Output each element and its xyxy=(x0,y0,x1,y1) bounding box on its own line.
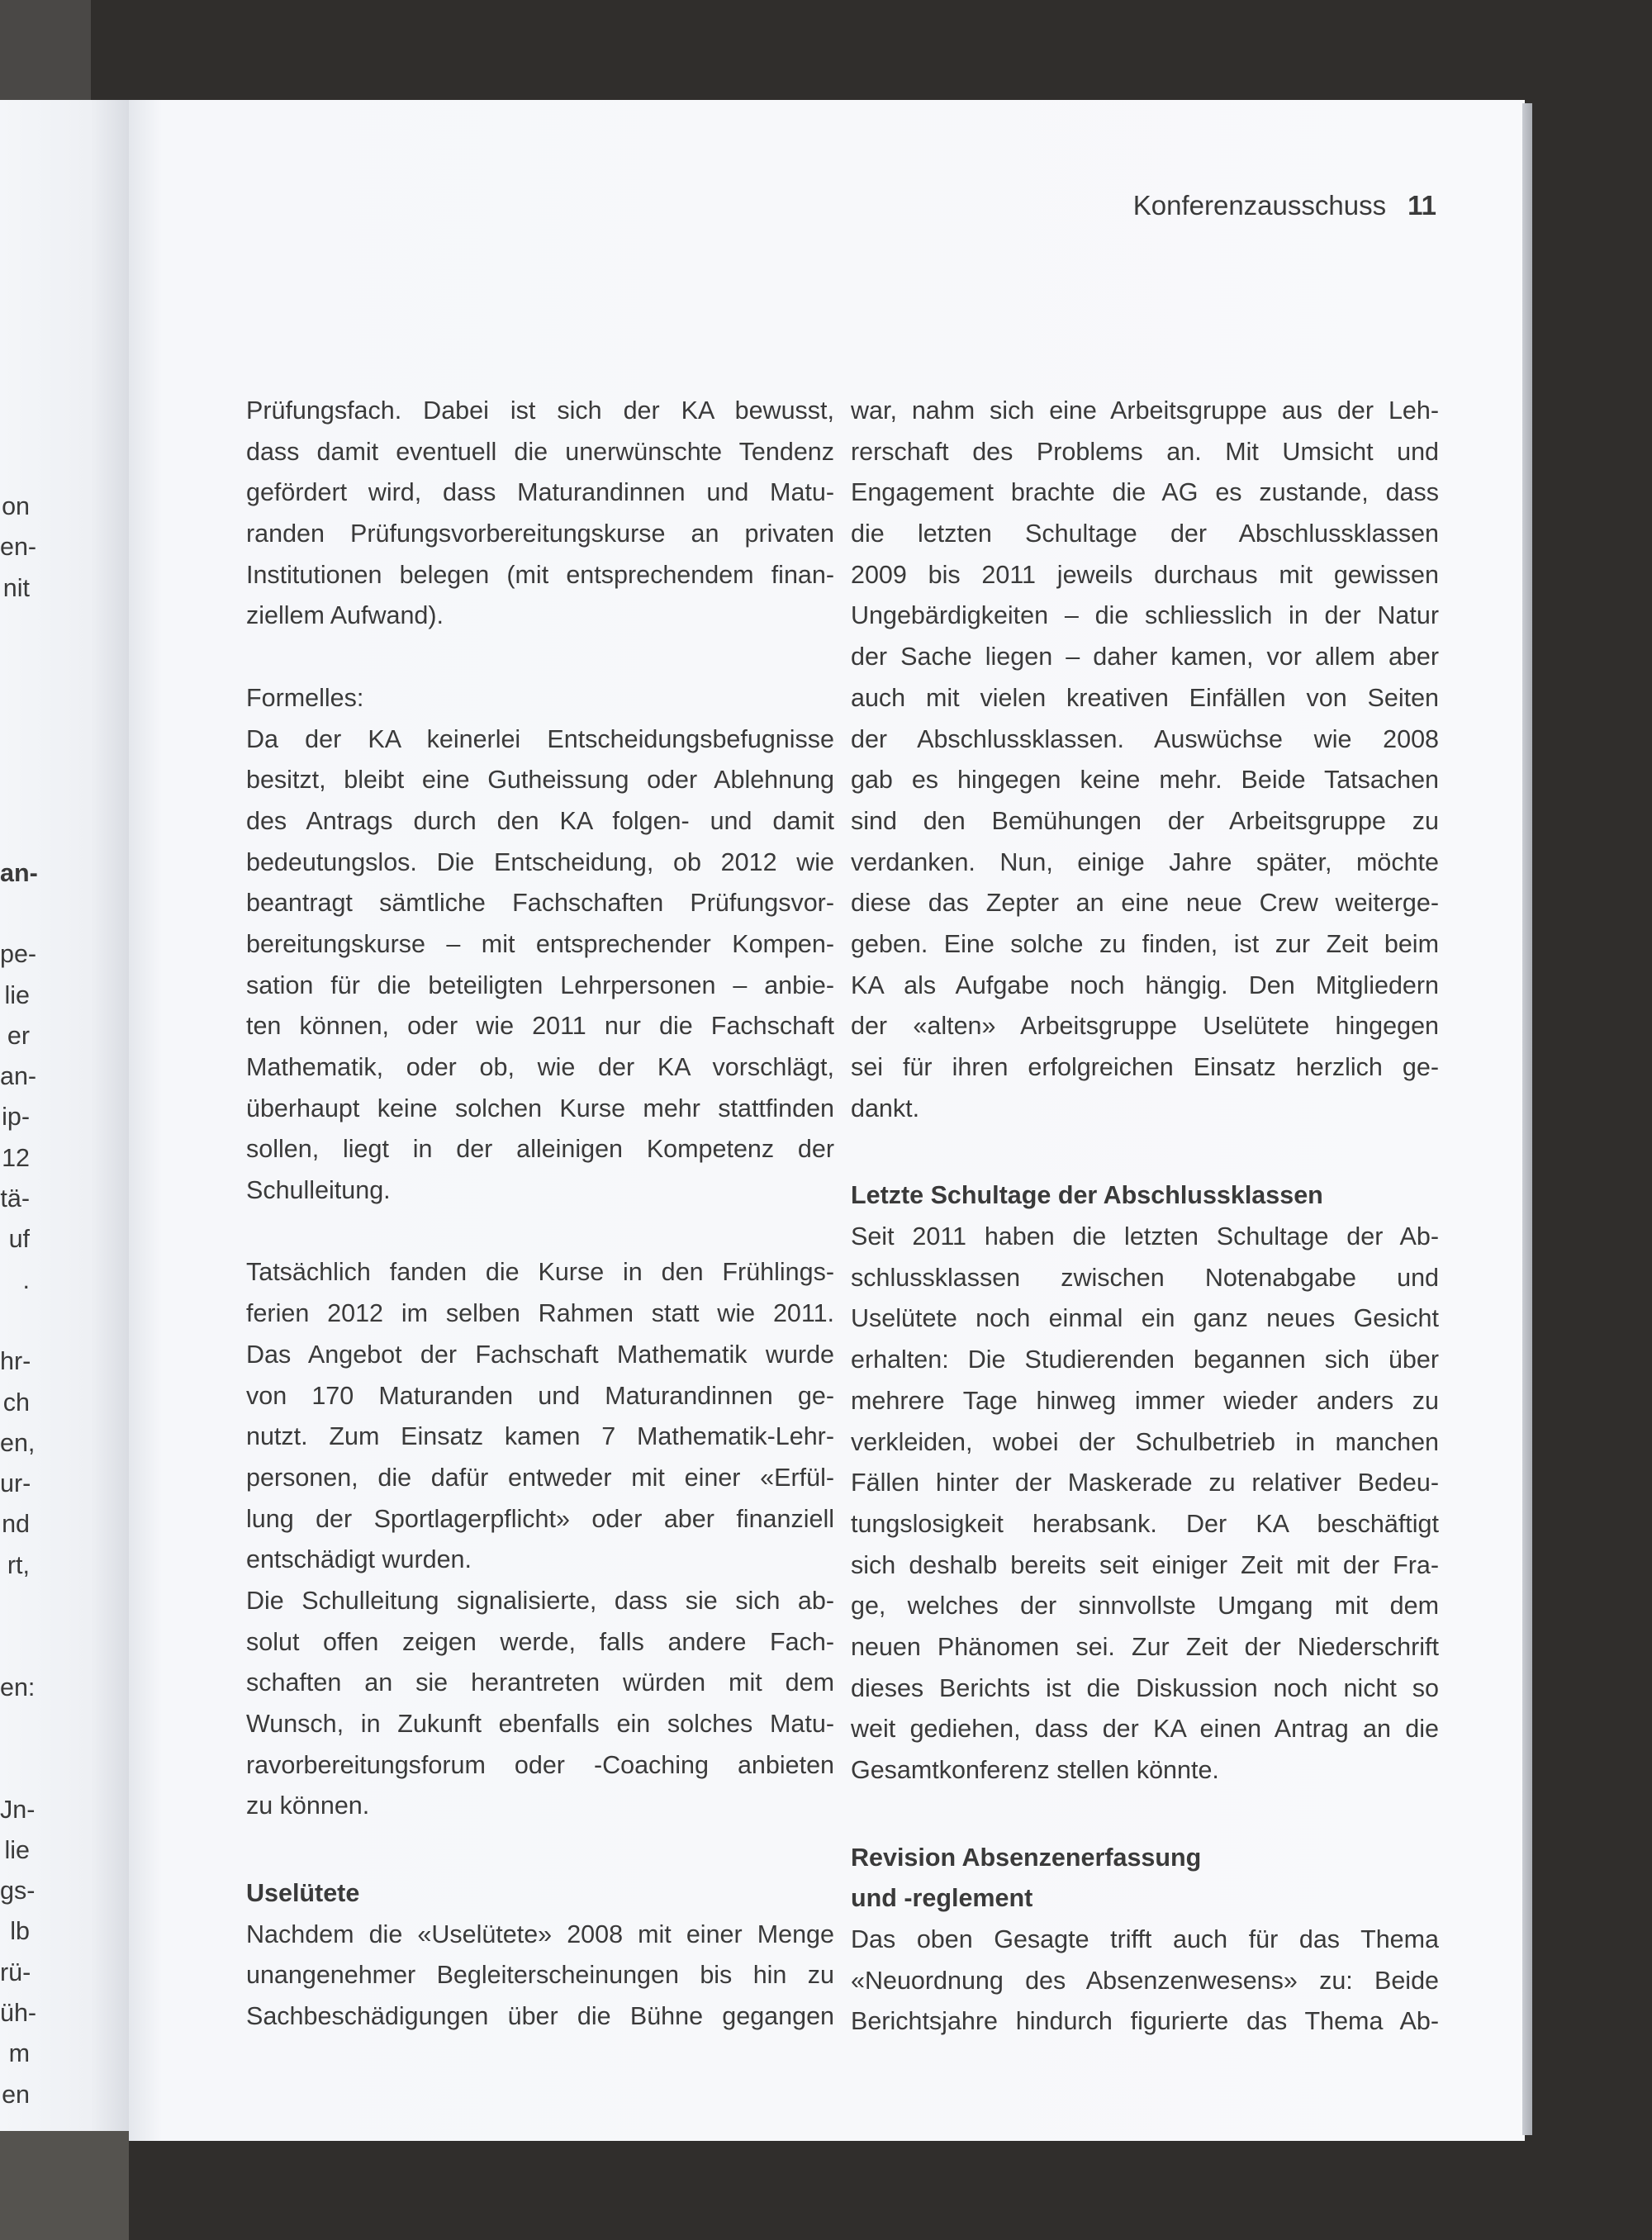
left-page-line-fragment xyxy=(0,1301,30,1341)
text-line: sei für ihren erfolgreichen Einsatz herzlich ge- xyxy=(851,1053,1439,1081)
left-page-line-fragment: en xyxy=(2,2080,30,2109)
text-line: Uselütete noch einmal ein ganz neues Gesicht xyxy=(851,1304,1439,1333)
text-line: randen Prüfungsvorbereitungskurse an privaten xyxy=(246,520,834,548)
scanner-background xyxy=(0,0,91,100)
text-line: ravorbereitungsforum oder -Coaching anbieten xyxy=(246,1750,834,1779)
text-line: Das Angebot der Fachschaft Mathematik wurde xyxy=(246,1340,834,1369)
text-line: Berichtsjahre hindurch figurierte das Thema Ab- xyxy=(851,2007,1439,2036)
text-line: dieses Berichts ist die Diskussion noch nicht so xyxy=(851,1673,1439,1702)
left-page-line-fragment: 12 xyxy=(2,1143,30,1172)
text-line: war, nahm sich eine Arbeitsgruppe aus der Leh- xyxy=(851,396,1439,425)
text-line: Seit 2011 haben die letzten Schultage der Ab- xyxy=(851,1222,1439,1251)
left-page-line-fragment: nit xyxy=(2,573,30,602)
left-page-line-fragment xyxy=(0,812,30,852)
right-text-column xyxy=(851,391,1439,2043)
text-line: beantragt sämtliche Fachschaften Prüfungsvor- xyxy=(246,889,834,918)
text-line: gefördert wird, dass Maturandinnen und Matu- xyxy=(246,478,834,507)
text-line: KA als Aufgabe noch hängig. Den Mitgliedern xyxy=(851,971,1439,999)
text-line: ten können, oder wie 2011 nur die Fachschaft xyxy=(246,1012,834,1041)
text-line: dankt. xyxy=(851,1094,920,1122)
text-line: nutzt. Zum Einsatz kamen 7 Mathematik-Lehr- xyxy=(246,1422,834,1451)
left-page-line-fragment: üh- xyxy=(0,1998,37,2027)
text-line: «Neuordnung des Absenzenwesens» zu: Beide xyxy=(851,1966,1439,1995)
text-line: schaften an sie herantreten würden mit dem xyxy=(246,1668,834,1697)
paragraph xyxy=(246,719,834,1212)
left-page-line-fragment xyxy=(0,609,30,649)
left-page-line-fragment: an- xyxy=(0,1062,37,1091)
scanner-background-corner xyxy=(0,2131,129,2240)
text-line: auch mit vielen kreativen Einfällen von Seiten xyxy=(851,683,1439,712)
text-line: Da der KA keinerlei Entscheidungsbefugnisse xyxy=(246,724,834,753)
left-page-line-fragment: en, xyxy=(0,1428,36,1457)
text-line: sich deshalb bereits seit einiger Zeit mit der Fra- xyxy=(851,1550,1439,1579)
page-edge xyxy=(1522,103,1532,2135)
text-line: dass damit eventuell die unerwünschte Tendenz xyxy=(246,437,834,466)
left-page-line-fragment: tä- xyxy=(0,1184,30,1213)
text-line: solut offen zeigen werde, falls andere Fach- xyxy=(246,1627,834,1656)
text-line: unangenehmer Begleiterscheinungen bis hin zu xyxy=(246,1961,834,1990)
left-page-line-fragment: nd xyxy=(2,1510,30,1539)
left-page-line-fragment: an- xyxy=(0,858,38,887)
text-line: sation für die beteiligten Lehrpersonen – anbie- xyxy=(246,971,834,999)
text-line: gab es hingegen keine mehr. Beide Tatsachen xyxy=(851,766,1439,795)
left-page-line-fragment xyxy=(0,690,30,730)
section-heading xyxy=(246,1873,834,1915)
paragraph xyxy=(246,1915,834,2038)
left-page-line-fragment: en: xyxy=(0,1673,36,1701)
paragraph xyxy=(246,1252,834,1581)
left-page-text-fragments xyxy=(0,486,38,2115)
text-line: Das oben Gesagte trifft auch für das Thema xyxy=(851,1925,1439,1954)
text-line: ge, welches der sinnvollste Umgang mit dem xyxy=(851,1592,1439,1621)
left-page xyxy=(0,100,129,2131)
left-page-line-fragment xyxy=(0,1586,30,1626)
heading-line: und -reglement xyxy=(851,1884,1033,1913)
left-page-line-fragment: . xyxy=(22,1265,30,1294)
text-line: erhalten: Die Studierenden begannen sich über xyxy=(851,1345,1439,1374)
text-line: ferien 2012 im selben Rahmen statt wie 2011. xyxy=(246,1299,834,1328)
text-line: diese das Zepter an eine neue Crew weiterge- xyxy=(851,889,1439,918)
paragraph xyxy=(851,391,1439,1129)
paragraph xyxy=(246,1581,834,1827)
left-page-line-fragment: hr- xyxy=(0,1347,31,1376)
page-number: 11 xyxy=(1408,190,1436,221)
text-line: tungslosigkeit herabsank. Der KA beschäftigt xyxy=(851,1509,1439,1538)
text-line: Engagement brachte die AG es zustande, dass xyxy=(851,478,1439,507)
text-line: sollen, liegt in der alleinigen Kompetenz der xyxy=(246,1135,834,1164)
text-line: der Sache liegen – daher kamen, vor allem aber xyxy=(851,643,1439,672)
text-line: überhaupt keine solchen Kurse mehr stattfinden xyxy=(246,1094,834,1122)
section-title: Konferenzausschuss xyxy=(1132,190,1387,221)
left-page-line-fragment xyxy=(0,894,30,934)
text-line: Fällen hinter der Maskerade zu relativer Bedeu- xyxy=(851,1469,1439,1497)
text-line: mehrere Tage hinweg immer wieder anders zu xyxy=(851,1386,1439,1415)
text-line: des Antrags durch den KA folgen- und damit xyxy=(246,806,834,835)
heading-line: Revision Absenzenerfassung xyxy=(851,1843,1202,1872)
text-line: besitzt, bleibt eine Gutheissung oder Ablehnung xyxy=(246,766,834,795)
text-line: personen, die dafür entweder mit einer «Erfül- xyxy=(246,1463,834,1492)
left-page-line-fragment xyxy=(0,649,30,690)
text-line: weit gediehen, dass der KA einen Antrag an die xyxy=(851,1715,1439,1744)
left-page-line-fragment: lie xyxy=(4,1835,30,1864)
text-line: 2009 bis 2011 jeweils durchaus mit gewissen xyxy=(851,560,1439,589)
left-page-line-fragment: on xyxy=(2,492,30,520)
section-heading xyxy=(851,1838,1439,1920)
left-page-line-fragment: ip- xyxy=(2,1103,30,1132)
text-line: Tatsächlich fanden die Kurse in den Frühlings- xyxy=(246,1258,834,1287)
paragraph xyxy=(851,1920,1439,2043)
text-line: bereitungskurse – mit entsprechender Kompen- xyxy=(246,929,834,958)
left-page-line-fragment: pe- xyxy=(0,940,37,969)
left-page-line-fragment xyxy=(0,1749,30,1789)
left-page-line-fragment xyxy=(0,1626,30,1667)
left-page-line-fragment: er xyxy=(7,1021,30,1050)
text-line: bedeutungslos. Die Entscheidung, ob 2012 wie xyxy=(246,847,834,876)
left-page-line-fragment: m xyxy=(8,2039,30,2068)
text-line: Die Schulleitung signalisierte, dass sie sich ab- xyxy=(246,1586,834,1615)
text-line: lung der Sportlagerpflicht» oder aber finanziell xyxy=(246,1504,834,1533)
left-page-line-fragment: Jn- xyxy=(0,1795,36,1824)
text-line: geben. Eine solche zu finden, ist zur Zeit beim xyxy=(851,929,1439,958)
running-header xyxy=(1133,190,1436,221)
paragraph xyxy=(851,1217,1439,1792)
left-page-line-fragment: gs- xyxy=(0,1877,36,1905)
text-line: der «alten» Arbeitsgruppe Uselütete hingegen xyxy=(851,1012,1439,1041)
text-line: Formelles: xyxy=(246,683,364,712)
text-line: rerschaft des Problems an. Mit Umsicht und xyxy=(851,437,1439,466)
text-line: Mathematik, oder ob, wie der KA vorschlägt, xyxy=(246,1053,834,1081)
left-page-line-fragment: en- xyxy=(0,533,37,562)
text-line: sind den Bemühungen der Arbeitsgruppe zu xyxy=(851,806,1439,835)
text-line: verdanken. Nun, einige Jahre später, möchte xyxy=(851,847,1439,876)
left-page-line-fragment: lie xyxy=(4,980,30,1009)
left-page-line-fragment: uf xyxy=(8,1225,30,1254)
text-line: die letzten Schultage der Abschlussklassen xyxy=(851,520,1439,548)
paragraph xyxy=(246,391,834,637)
text-line: Wunsch, in Zukunft ebenfalls ein solches Matu- xyxy=(246,1710,834,1738)
text-line: Gesamtkonferenz stellen könnte. xyxy=(851,1756,1219,1784)
left-page-line-fragment: rt, xyxy=(7,1550,30,1579)
text-line: Sachbeschädigungen über die Bühne gegangen xyxy=(246,2002,834,2031)
text-line: Ungebärdigkeiten – die schliesslich in der Natur xyxy=(851,601,1439,630)
section-heading xyxy=(851,1175,1439,1217)
paragraph xyxy=(246,678,834,719)
left-page-line-fragment xyxy=(0,771,30,812)
text-line: der Abschlussklassen. Auswüchse wie 2008 xyxy=(851,724,1439,753)
text-line: neuen Phänomen sei. Zur Zeit der Niederschrift xyxy=(851,1632,1439,1661)
text-line: Prüfungsfach. Dabei ist sich der KA bewusst, xyxy=(246,396,834,425)
text-line: schlussklassen zwischen Notenabgabe und xyxy=(851,1263,1439,1292)
text-line: Schulleitung. xyxy=(246,1176,391,1205)
text-line: zu können. xyxy=(246,1792,370,1820)
text-line: entschädigt wurden. xyxy=(246,1545,472,1574)
text-line: von 170 Maturanden und Maturandinnen ge- xyxy=(246,1381,834,1410)
text-line: verkleiden, wobei der Schulbetrieb in manchen xyxy=(851,1427,1439,1456)
left-page-line-fragment: lb xyxy=(10,1917,30,1946)
left-page-line-fragment: ch xyxy=(2,1388,30,1417)
left-page-line-fragment xyxy=(0,1708,30,1749)
text-line: Institutionen belegen (mit entsprechendem finan- xyxy=(246,560,834,589)
left-page-line-fragment: rü- xyxy=(0,1958,31,1986)
heading-line: Uselütete xyxy=(246,1879,360,1908)
text-line: Nachdem die «Uselütete» 2008 mit einer Menge xyxy=(246,1920,834,1948)
left-page-line-fragment: ur- xyxy=(0,1469,31,1498)
text-line: ziellem Aufwand). xyxy=(246,601,444,630)
left-page-line-fragment xyxy=(0,731,30,771)
heading-line: Letzte Schultage der Abschlussklassen xyxy=(851,1181,1323,1210)
left-text-column xyxy=(246,391,834,2038)
